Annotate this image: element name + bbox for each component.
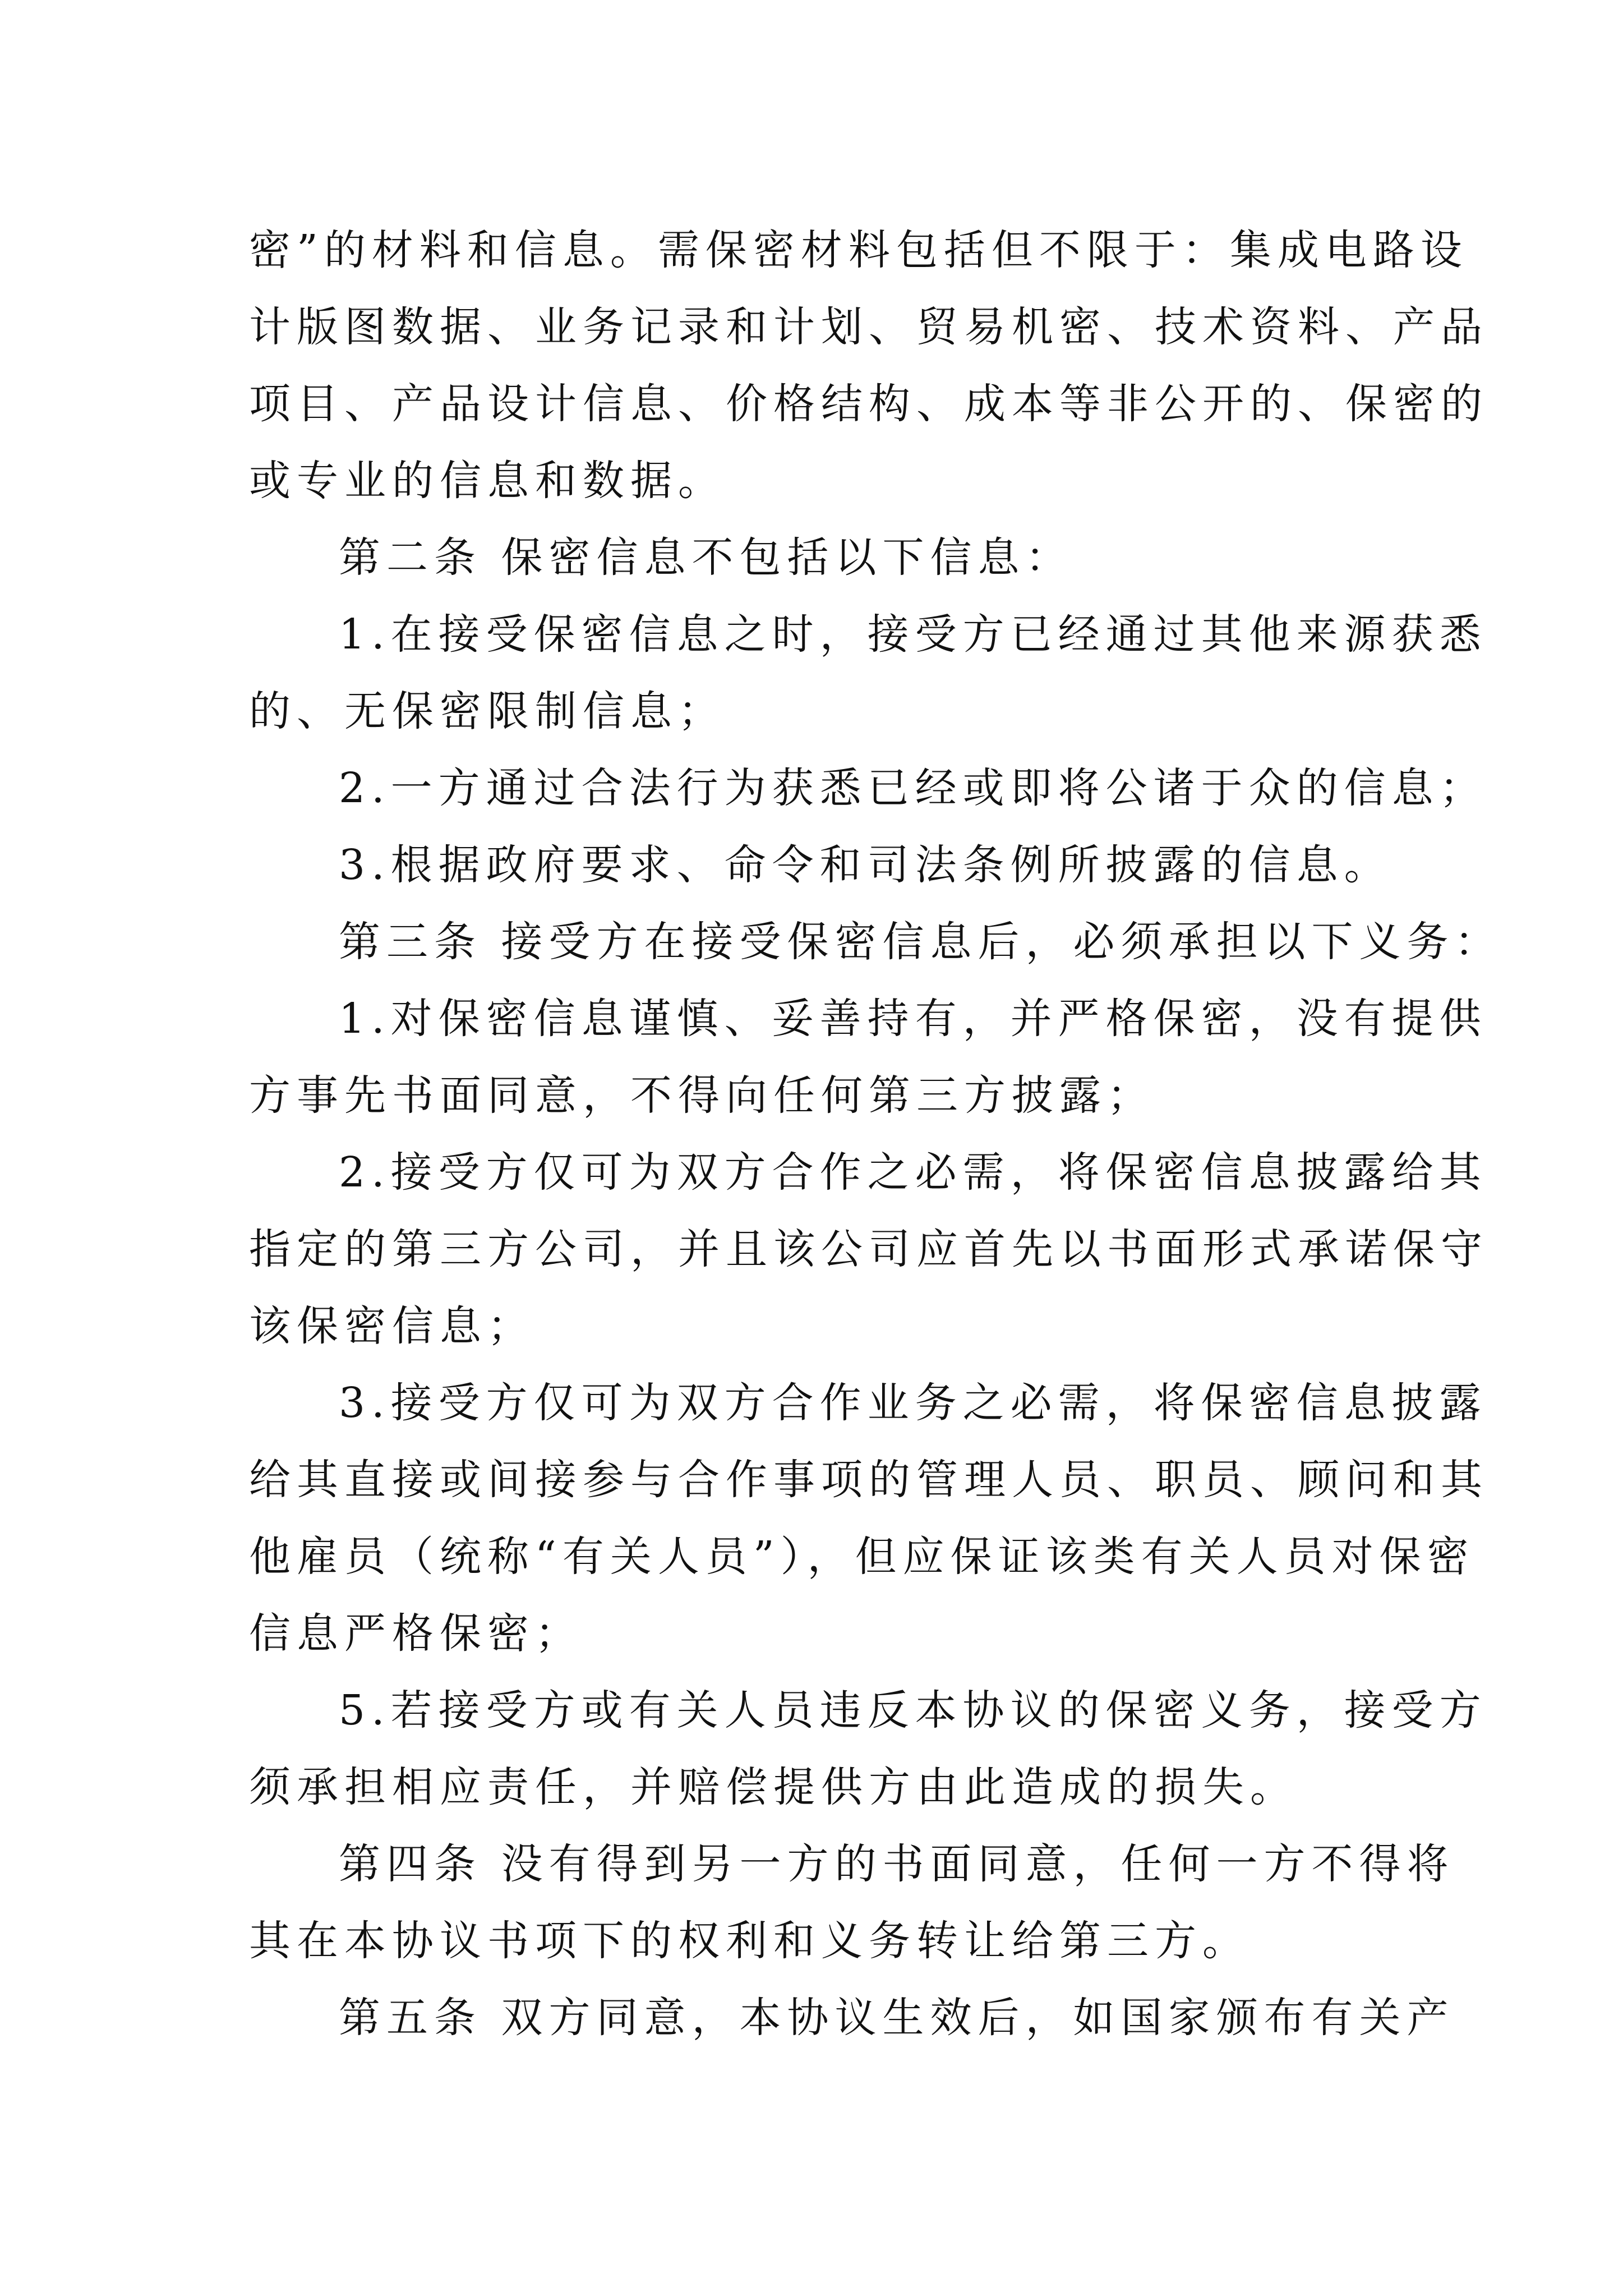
text-line: 密”的材料和信息。需保密材料包括但不限于：集成电路设 <box>249 226 1468 274</box>
text-line: 该保密信息； <box>249 1302 535 1350</box>
article-5-text: 第五条 双方同意，本协议生效后，如国家颁布有关产 <box>339 1994 1455 2042</box>
text-line: 项目、产品设计信息、价格结构、成本等非公开的、保密的 <box>249 380 1488 428</box>
text-line: 他雇员（统称“有关人员”），但应保证该类有关人员对保密 <box>249 1533 1475 1581</box>
article-4-text: 第四条 没有得到另一方的书面同意，任何一方不得将 <box>339 1840 1455 1888</box>
text-line: 须承担相应责任，并赔偿提供方由此造成的损失。 <box>249 1763 1298 1811</box>
text-line: 1.对保密信息谨慎、妥善持有，并严格保密，没有提供 <box>339 995 1487 1043</box>
text-line: 计版图数据、业务记录和计划、贸易机密、技术资料、产品 <box>249 303 1488 351</box>
text-line: 方事先书面同意，不得向任何第三方披露； <box>249 1071 1155 1120</box>
text-line: 其在本协议书项下的权利和义务转让给第三方。 <box>249 1917 1250 1965</box>
article-2-heading: 第二条 保密信息不包括以下信息： <box>339 533 1073 582</box>
text-line: 2.接受方仅可为双方合作之必需，将保密信息披露给其 <box>339 1148 1487 1197</box>
text-line: 给其直接或间接参与合作事项的管理人员、职员、顾问和其 <box>249 1456 1488 1504</box>
text-line: 3.根据政府要求、命令和司法条例所披露的信息。 <box>339 841 1392 889</box>
text-line: 2.一方通过合法行为获悉已经或即将公诸于众的信息； <box>339 764 1487 812</box>
text-line: 指定的第三方公司，并且该公司应首先以书面形式承诺保守 <box>249 1225 1488 1273</box>
text-line: 信息严格保密； <box>249 1609 583 1658</box>
text-line: 或专业的信息和数据。 <box>249 457 726 505</box>
text-line: 3.接受方仅可为双方合作业务之必需，将保密信息披露 <box>339 1379 1487 1427</box>
text-line: 1.在接受保密信息之时，接受方已经通过其他来源获悉 <box>339 610 1487 659</box>
text-line: 的、无保密限制信息； <box>249 687 726 735</box>
text-line: 5.若接受方或有关人员违反本协议的保密义务，接受方 <box>339 1686 1487 1734</box>
document-body <box>249 212 1502 2056</box>
article-3-heading: 第三条 接受方在接受保密信息后，必须承担以下义务： <box>339 918 1502 966</box>
